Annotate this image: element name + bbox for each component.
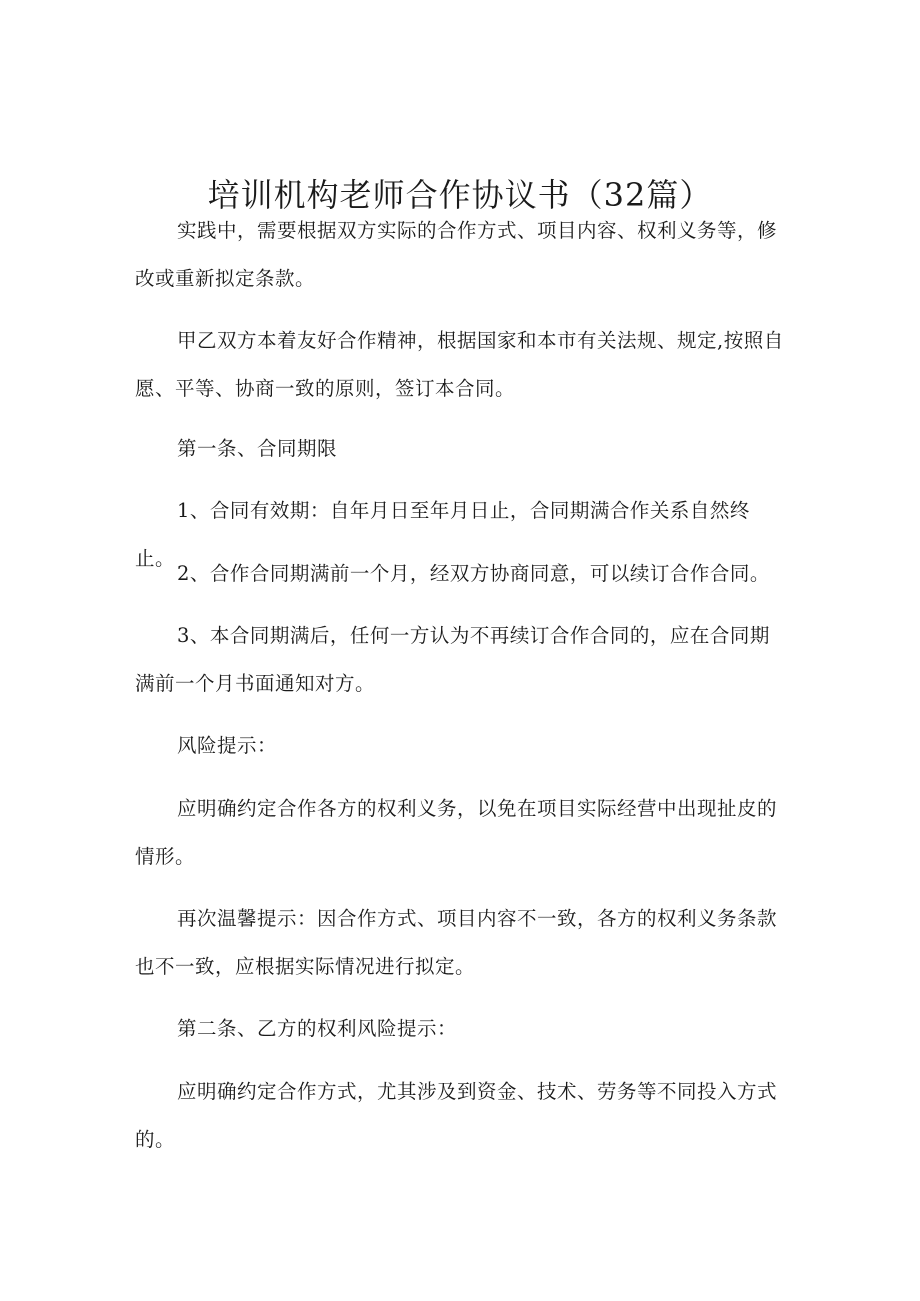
reminder-text: 再次温馨提示：因合作方式、项目内容不一致，各方的权利义务条款也不一致，应根据实际情况进行拟定。 [135, 907, 778, 978]
paragraph-principle: 甲乙双方本着友好合作精神，根据国家和本市有关法规、规定,按照自愿、平等、协商一致的原则，签订本合同。 [135, 329, 784, 400]
document-title: 培训机构老师合作协议书（32篇） [207, 176, 713, 215]
clause-2: 2、合作合同期满前一个月，经双方协商同意，可以续订合作合同。 [177, 562, 770, 585]
section-heading-term: 第一条、合同期限 [177, 437, 338, 460]
clause-1: 1、合同有效期：自年月日至年月日止，合同期满合作关系自然终止。 [135, 499, 750, 570]
paragraph-intro: 实践中，需要根据双方实际的合作方式、项目内容、权利义务等，修改或重新拟定条款。 [135, 219, 778, 290]
risk-text: 应明确约定合作各方的权利义务，以免在项目实际经营中出现扯皮的情形。 [135, 797, 778, 868]
clause-3: 3、本合同期满后，任何一方认为不再续订合作合同的，应在合同期满前一个月书面通知对方。 [135, 624, 770, 695]
party-b-text: 应明确约定合作方式，尤其涉及到资金、技术、劳务等不同投入方式的。 [135, 1080, 778, 1151]
section-heading-party-b: 第二条、乙方的权利风险提示： [177, 1017, 458, 1040]
risk-heading: 风险提示： [177, 734, 278, 757]
